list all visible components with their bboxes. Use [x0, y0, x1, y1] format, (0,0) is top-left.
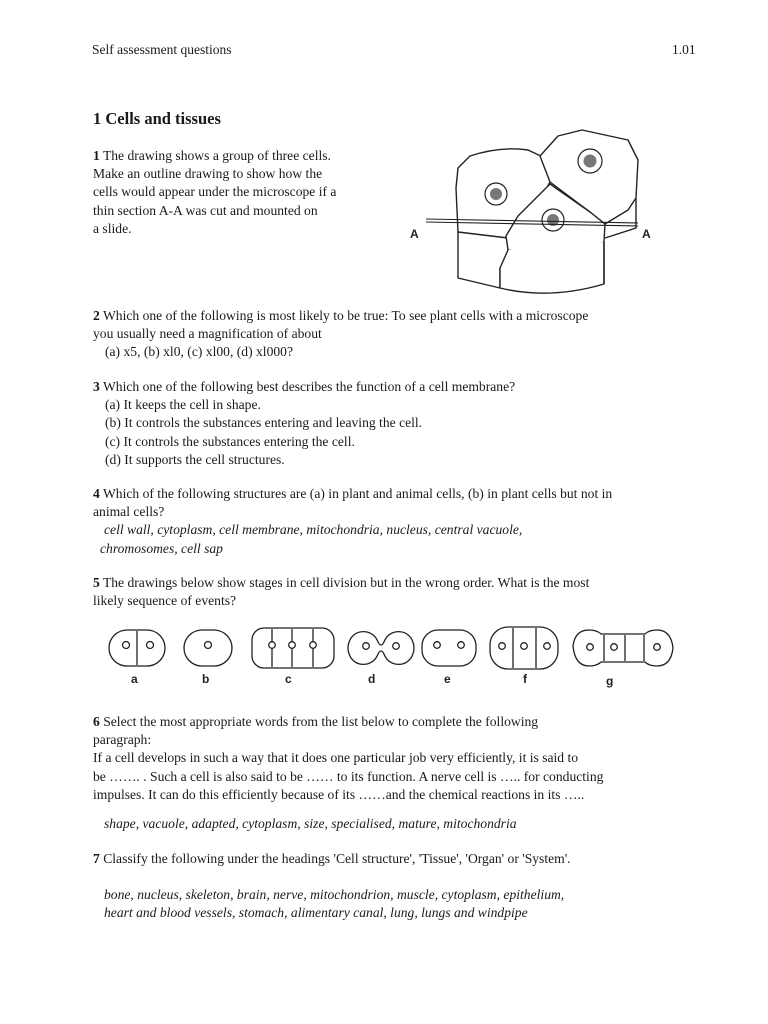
- question-1: [93, 147, 393, 238]
- stage-e-cell: [422, 630, 476, 666]
- stage-label: a: [131, 672, 138, 686]
- stage-label: g: [606, 674, 614, 688]
- page-title: 1 Cells and tissues: [93, 109, 221, 128]
- stage-g-cell: [573, 630, 673, 666]
- question-4-number: 4: [93, 486, 100, 501]
- stage-b-cell: [184, 630, 232, 666]
- question-2-number: 2: [93, 308, 100, 323]
- question-5-line: likely sequence of events?: [93, 593, 237, 609]
- header-left: Self assessment questions: [92, 42, 232, 57]
- question-5-number: 5: [93, 575, 100, 590]
- question-3-option: (a) It keeps the cell in shape.: [105, 397, 261, 413]
- question-2-line: you usually need a magnification of about: [93, 326, 322, 342]
- question-7-terms-line: bone, nucleus, skeleton, brain, nerve, mitochondrion, muscle, cytoplasm, epithelium,: [104, 887, 565, 902]
- question-1-line: The drawing shows a group of three cells.: [99, 148, 331, 163]
- question-3-option: (d) It supports the cell structures.: [105, 451, 285, 467]
- question-7: [93, 850, 723, 868]
- question-4-line: animal cells?: [93, 504, 165, 520]
- question-6-number: 6: [93, 714, 100, 729]
- stage-label: d: [368, 672, 376, 686]
- question-7-terms: [104, 886, 724, 922]
- stage-label: f: [523, 672, 527, 686]
- question-4: [93, 485, 713, 558]
- question-7-text: Classify the following under the headings 'Cell structure', 'Tissue', 'Organ' or 'System'.: [99, 851, 571, 866]
- stage-label: e: [444, 672, 451, 686]
- question-3-number: 3: [93, 379, 100, 394]
- question-1-line: a slide.: [93, 220, 132, 236]
- stage-label: b: [202, 672, 210, 686]
- stage-label: c: [285, 672, 292, 686]
- section-label-left: A: [410, 227, 419, 241]
- question-6-line: be ……. . Such a cell is also said to be …… to its function. A nerve cell is ….. for conducting: [93, 768, 604, 784]
- question-4-terms: chromosomes, cell sap: [100, 540, 223, 556]
- question-6-word-list: shape, vacuole, adapted, cytoplasm, size, specialised, mature, mitochondria: [104, 816, 517, 831]
- question-7-number: 7: [93, 851, 100, 866]
- question-1-number: 1: [93, 148, 100, 163]
- question-1-line: Make an outline drawing to show how the: [93, 166, 323, 182]
- question-3-option: (b) It controls the substances entering and leaving the cell.: [105, 415, 423, 431]
- stage-f-cell: [490, 627, 558, 669]
- question-1-line: cells would appear under the microscope if a: [93, 184, 337, 200]
- question-7-terms-line: heart and blood vessels, stomach, alimentary canal, lung, lungs and windpipe: [104, 905, 528, 921]
- question-1-line: thin section A-A was cut and mounted on: [93, 202, 318, 218]
- question-3-option: (c) It controls the substances entering the cell.: [105, 433, 355, 449]
- question-5: [93, 574, 713, 610]
- question-4-line: Which of the following structures are (a) in plant and animal cells, (b) in plant cells but not in: [99, 486, 613, 501]
- three-cells-drawing: [400, 128, 670, 298]
- question-6-line: impulses. It can do this efficiently because of its ……and the chemical reactions in its …..: [93, 786, 585, 802]
- stage-a-cell: [109, 630, 165, 666]
- question-4-terms: cell wall, cytoplasm, cell membrane, mitochondria, nucleus, central vacuole,: [104, 522, 523, 538]
- question-3: [93, 378, 713, 469]
- header-right: 1.01: [672, 42, 696, 57]
- cell-division-drawing: [95, 618, 675, 690]
- question-6-line: paragraph:: [93, 732, 152, 748]
- question-2: [93, 307, 713, 362]
- question-6-line: If a cell develops in such a way that it does one particular job very efficiently, it is said to: [93, 750, 579, 766]
- section-label-right: A: [642, 227, 651, 241]
- question-6: [93, 713, 723, 804]
- question-2-options: (a) x5, (b) xl0, (c) xl00, (d) xl000?: [105, 344, 293, 360]
- stage-c-cell: [252, 628, 334, 668]
- question-3-text: Which one of the following best describes the function of a cell membrane?: [99, 379, 516, 394]
- question-2-line: Which one of the following is most likely to be true: To see plant cells with a microscope: [99, 308, 589, 323]
- question-5-line: The drawings below show stages in cell division but in the wrong order. What is the most: [99, 575, 590, 590]
- question-6-line: Select the most appropriate words from the list below to complete the following: [99, 714, 539, 729]
